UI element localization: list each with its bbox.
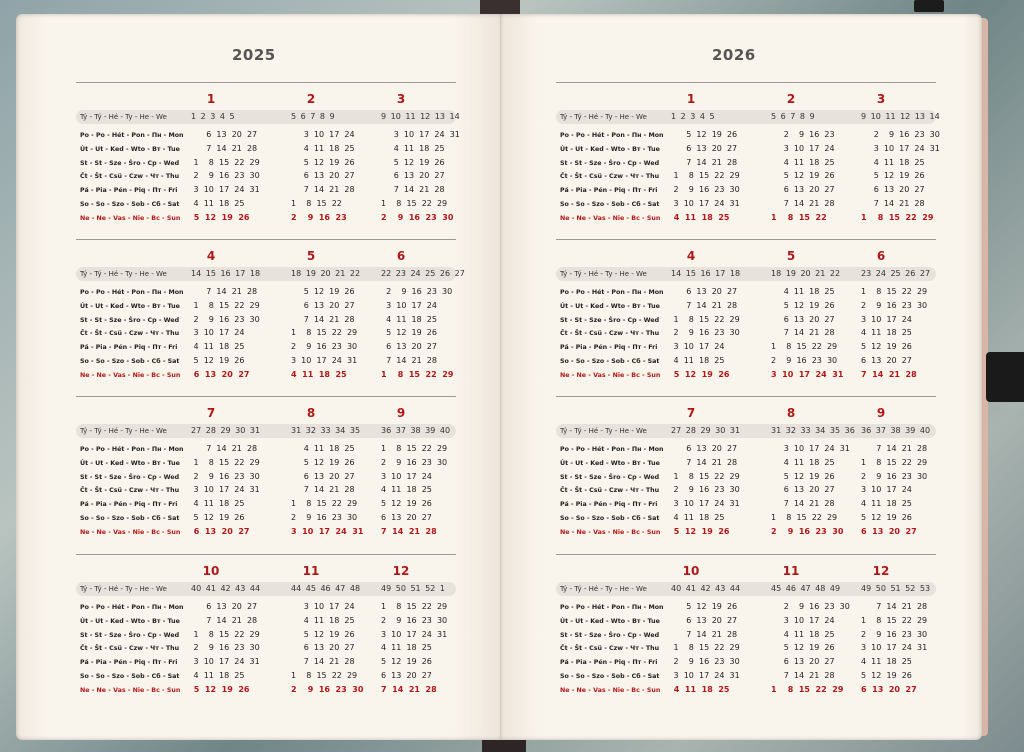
day-row: 3 10 17 24 31 xyxy=(861,643,928,653)
day-row: 6 13 20 27 xyxy=(381,671,432,680)
day-row: 6 13 20 27 xyxy=(291,171,355,181)
day-row: 1 8 15 22 29 xyxy=(291,671,358,680)
day-label: Po - Po - Hét - Pon - Пн - Mon xyxy=(80,446,184,453)
day-row: 6 13 20 27 xyxy=(771,185,835,195)
day-row: 5 12 19 26 xyxy=(191,212,250,222)
week-numbers: 14 15 16 17 18 xyxy=(671,269,741,278)
day-row: 7 14 21 28 xyxy=(861,369,917,379)
day-row: 3 10 17 24 31 xyxy=(771,369,844,379)
day-row: 6 13 20 27 xyxy=(771,657,835,667)
day-row: 4 11 18 25 xyxy=(671,356,725,365)
left-page xyxy=(16,14,502,740)
day-label: Čt - Št - Csü - Czw - Чт - Thu xyxy=(560,487,660,495)
day-row: 5 12 19 26 xyxy=(191,684,250,694)
day-row: 2 9 16 23 30 xyxy=(191,171,260,181)
day-row: 3 10 17 24 31 xyxy=(671,671,740,680)
month-number: 5 xyxy=(786,249,796,263)
day-row: 5 12 19 26 xyxy=(861,671,912,680)
week-numbers: 14 15 16 17 18 xyxy=(191,269,261,278)
day-label: Pá - Pia - Pén - Piq - Пт - Fri xyxy=(560,187,658,195)
week-numbers: 36 37 38 39 40 xyxy=(381,426,451,435)
day-row: 4 11 18 25 xyxy=(861,157,925,167)
day-row: 2 9 16 23 30 xyxy=(291,684,364,694)
day-label: St - St - Sze - Śro - Ср - Wed xyxy=(80,631,180,639)
section-rule xyxy=(556,239,936,240)
day-row: 7 14 21 28 xyxy=(381,185,445,195)
day-row: 7 14 21 28 xyxy=(381,356,437,365)
day-row: 6 13 20 27 xyxy=(291,643,355,653)
day-row: 1 8 15 22 29 xyxy=(291,499,358,509)
day-label: Út - Ut - Ked - Wto - Вт - Tue xyxy=(80,459,180,467)
day-row: 5 12 19 26 xyxy=(291,287,355,296)
day-row: 7 14 21 28 xyxy=(191,444,258,453)
day-row: 3 10 17 24 xyxy=(291,130,355,139)
day-row: 5 12 19 26 xyxy=(381,499,432,509)
month-number: 8 xyxy=(786,406,796,420)
day-row: 5 12 19 26 xyxy=(381,657,432,667)
day-row: 2 9 16 23 30 xyxy=(671,185,740,195)
day-label: St - St - Sze - Śro - Ср - Wed xyxy=(560,631,660,639)
day-row: 2 9 16 23 30 xyxy=(861,471,928,481)
day-label: Pá - Pia - Pén - Piq - Пт - Fri xyxy=(80,187,178,195)
day-row: 2 9 16 23 30 xyxy=(861,629,928,639)
day-row: 2 9 16 23 30 xyxy=(771,526,844,536)
day-row: 6 13 20 27 xyxy=(191,526,250,536)
day-row: 1 8 15 22 29 xyxy=(671,471,740,481)
month-number: 4 xyxy=(206,249,216,263)
day-row: 4 11 18 25 xyxy=(671,513,725,522)
day-row: 4 11 18 25 xyxy=(291,143,355,153)
day-row: 3 10 17 24 xyxy=(861,314,912,324)
week-numbers: 18 19 20 21 22 xyxy=(291,269,361,278)
section-rule xyxy=(76,239,456,240)
day-row: 3 10 17 24 31 xyxy=(291,526,364,536)
day-row: 6 13 20 27 xyxy=(191,369,250,379)
month-number: 10 xyxy=(202,564,220,578)
week-numbers: 18 19 20 21 22 xyxy=(771,269,841,278)
month-number: 5 xyxy=(306,249,316,263)
day-row: 3 10 17 24 31 xyxy=(381,130,460,139)
month-number: 3 xyxy=(396,92,406,106)
section-rule xyxy=(556,554,936,555)
day-row: 1 8 15 22 29 xyxy=(861,457,928,467)
day-label: St - St - Sze - Śro - Ср - Wed xyxy=(560,159,660,167)
day-row: 6 13 20 27 xyxy=(191,602,258,611)
weekday-header: Tý - Tý - Hé - Ty - He - We xyxy=(80,270,167,278)
day-label: St - St - Sze - Śro - Ср - Wed xyxy=(560,316,660,324)
month-number: 9 xyxy=(396,406,406,420)
week-numbers: 22 23 24 25 26 27 xyxy=(381,269,465,278)
day-row: 1 8 15 22 xyxy=(291,199,342,208)
week-numbers: 1 2 3 4 5 xyxy=(191,112,235,121)
day-label: Ne - Ne - Vas - Nie - Вс - Sun xyxy=(80,214,181,222)
day-row: 6 13 20 27 xyxy=(771,485,835,495)
day-label: Čt - Št - Csü - Czw - Чт - Thu xyxy=(560,645,660,653)
month-number: 2 xyxy=(306,92,316,106)
day-label: Ne - Ne - Vas - Nie - Вс - Sun xyxy=(560,686,661,694)
weekday-header: Tý - Tý - Hé - Ty - He - We xyxy=(80,427,167,435)
month-number: 9 xyxy=(876,406,886,420)
day-row: 3 10 17 24 xyxy=(381,471,432,481)
day-label: So - So - Szo - Sob - Сб - Sat xyxy=(80,673,180,680)
day-row: 4 11 18 25 xyxy=(191,199,245,208)
day-row: 2 9 16 23 30 xyxy=(771,602,850,611)
day-row: 5 12 19 26 xyxy=(861,171,925,181)
week-numbers: 27 28 29 30 31 xyxy=(671,426,741,435)
day-row: 1 8 15 22 29 xyxy=(191,457,260,467)
day-row: 4 11 18 25 xyxy=(861,499,912,509)
day-row: 2 9 16 23 30 xyxy=(291,342,358,352)
day-row: 6 13 20 27 xyxy=(671,615,738,625)
day-row: 5 12 19 26 xyxy=(671,130,738,139)
day-row: 2 9 16 23 xyxy=(771,130,835,139)
day-row: 1 8 15 22 xyxy=(771,212,827,222)
day-row: 4 11 18 25 xyxy=(861,657,912,667)
day-row: 3 10 17 24 31 xyxy=(381,629,448,639)
day-row: 2 9 16 23 30 xyxy=(771,356,838,365)
day-row: 7 14 21 28 xyxy=(771,328,835,338)
day-label: St - St - Sze - Śro - Ср - Wed xyxy=(560,473,660,481)
day-label: Pá - Pia - Pén - Piq - Пт - Fri xyxy=(560,501,658,509)
day-label: Pá - Pia - Pén - Piq - Пт - Fri xyxy=(80,659,178,667)
day-row: 7 14 21 28 xyxy=(861,199,925,208)
section-rule xyxy=(76,82,456,83)
day-row: 7 14 21 28 xyxy=(861,602,928,611)
day-row: 3 10 17 24 31 xyxy=(671,199,740,208)
day-row: 2 9 16 23 30 xyxy=(671,328,740,338)
day-row: 7 14 21 28 xyxy=(771,199,835,208)
day-row: 3 10 17 24 31 xyxy=(291,356,358,365)
day-row: 5 12 19 26 xyxy=(671,369,730,379)
day-row: 3 10 17 24 xyxy=(771,143,835,153)
week-numbers: 5 6 7 8 9 xyxy=(771,112,815,121)
day-row: 2 9 16 23 30 xyxy=(861,300,928,310)
day-row: 3 10 17 24 31 xyxy=(861,143,940,153)
day-row: 7 14 21 28 xyxy=(671,300,738,310)
day-row: 3 10 17 24 xyxy=(771,615,835,625)
day-label: Út - Ut - Ked - Wto - Вт - Tue xyxy=(80,302,180,310)
day-label: Pá - Pia - Pén - Piq - Пт - Fri xyxy=(80,344,178,352)
day-row: 1 8 15 22 29 xyxy=(771,342,838,352)
day-row: 7 14 21 28 xyxy=(191,287,258,296)
month-number: 12 xyxy=(392,564,410,578)
day-row: 5 12 19 26 xyxy=(771,300,835,310)
day-label: Pá - Pia - Pén - Piq - Пт - Fri xyxy=(560,344,658,352)
day-row: 5 12 19 26 xyxy=(671,602,738,611)
day-row: 5 12 19 26 xyxy=(191,356,245,365)
day-row: 5 12 19 26 xyxy=(861,342,912,352)
day-label: St - St - Sze - Śro - Ср - Wed xyxy=(80,316,180,324)
day-row: 1 8 15 22 29 xyxy=(671,314,740,324)
day-row: 6 13 20 27 xyxy=(381,513,432,522)
weekday-header: Tý - Tý - Hé - Ty - He - We xyxy=(560,270,647,278)
day-row: 3 10 17 24 31 xyxy=(191,185,260,195)
day-label: So - So - Szo - Sob - Сб - Sat xyxy=(80,358,180,365)
week-numbers: 31 32 33 34 35 36 xyxy=(771,426,855,435)
day-row: 6 13 20 27 xyxy=(671,287,738,296)
year-title: 2026 xyxy=(712,46,756,64)
day-label: Čt - Št - Csü - Czw - Чт - Thu xyxy=(80,645,180,653)
day-row: 5 12 19 26 xyxy=(771,171,835,181)
day-row: 4 11 18 25 xyxy=(291,615,355,625)
week-numbers: 49 50 51 52 53 xyxy=(861,584,931,593)
week-numbers: 27 28 29 30 31 xyxy=(191,426,261,435)
day-row: 2 9 16 23 30 xyxy=(381,615,448,625)
day-label: St - St - Sze - Śro - Ср - Wed xyxy=(80,159,180,167)
day-row: 5 12 19 26 xyxy=(381,328,437,338)
day-row: 7 14 21 28 xyxy=(671,629,738,639)
day-row: 6 13 20 27 xyxy=(671,143,738,153)
weekday-header: Tý - Tý - Hé - Ty - He - We xyxy=(560,585,647,593)
day-label: Po - Po - Hét - Pon - Пн - Mon xyxy=(560,604,664,611)
month-number: 4 xyxy=(686,249,696,263)
day-row: 5 12 19 26 xyxy=(671,526,730,536)
day-label: Čt - Št - Csü - Czw - Чт - Thu xyxy=(560,173,660,181)
day-row: 3 10 17 24 31 xyxy=(191,485,260,495)
month-number: 2 xyxy=(786,92,796,106)
week-numbers: 36 37 38 39 40 xyxy=(861,426,931,435)
day-row: 6 13 20 27 xyxy=(861,356,912,365)
day-row: 4 11 18 25 xyxy=(191,499,245,509)
day-row: 6 13 20 27 xyxy=(671,444,738,453)
month-number: 10 xyxy=(682,564,700,578)
day-label: Čt - Št - Csü - Czw - Чт - Thu xyxy=(80,173,180,181)
day-label: Po - Po - Hét - Pon - Пн - Mon xyxy=(80,604,184,611)
day-row: 2 9 16 23 30 xyxy=(191,314,260,324)
month-number: 11 xyxy=(302,564,320,578)
year-title: 2025 xyxy=(232,46,276,64)
month-number: 8 xyxy=(306,406,316,420)
day-row: 1 8 15 22 29 xyxy=(671,171,740,181)
spine-top xyxy=(480,0,520,14)
elastic-band xyxy=(986,352,1024,402)
day-row: 1 8 15 22 29 xyxy=(291,328,358,338)
day-row: 2 9 16 23 30 xyxy=(381,212,454,222)
day-label: St - St - Sze - Śro - Ср - Wed xyxy=(80,473,180,481)
day-row: 5 12 19 26 xyxy=(291,629,355,639)
day-row: 3 10 17 24 31 xyxy=(771,444,850,453)
week-numbers: 31 32 33 34 35 xyxy=(291,426,361,435)
day-row: 7 14 21 28 xyxy=(771,499,835,509)
weekday-header: Tý - Tý - Hé - Ty - He - We xyxy=(80,113,167,121)
day-row: 5 12 19 26 xyxy=(771,643,835,653)
day-label: Ne - Ne - Vas - Nie - Вс - Sun xyxy=(80,528,181,536)
day-row: 7 14 21 28 xyxy=(671,457,738,467)
day-row: 4 11 18 25 xyxy=(381,485,432,495)
day-row: 4 11 18 25 xyxy=(771,629,835,639)
day-row: 5 12 19 26 xyxy=(291,457,355,467)
day-row: 1 8 15 22 29 xyxy=(381,199,448,208)
day-row: 4 11 18 25 xyxy=(291,369,347,379)
day-row: 6 13 20 27 xyxy=(861,684,917,694)
day-label: So - So - Szo - Sob - Сб - Sat xyxy=(560,673,660,680)
weekday-header: Tý - Tý - Hé - Ty - He - We xyxy=(80,585,167,593)
day-row: 4 11 18 25 xyxy=(191,342,245,352)
day-row: 7 14 21 28 xyxy=(291,657,355,667)
day-row: 1 8 15 22 29 xyxy=(191,300,260,310)
month-number: 12 xyxy=(872,564,890,578)
day-label: So - So - Szo - Sob - Сб - Sat xyxy=(80,201,180,208)
day-row: 4 11 18 25 xyxy=(191,671,245,680)
day-label: Po - Po - Hét - Pon - Пн - Mon xyxy=(80,289,184,296)
week-numbers: 9 10 11 12 13 14 xyxy=(381,112,460,121)
day-label: Po - Po - Hét - Pon - Пн - Mon xyxy=(560,289,664,296)
day-row: 5 12 19 26 xyxy=(771,471,835,481)
day-row: 4 11 18 25 xyxy=(671,212,730,222)
day-row: 2 9 16 23 30 xyxy=(191,471,260,481)
day-row: 4 11 18 25 xyxy=(291,444,355,453)
month-number: 11 xyxy=(782,564,800,578)
day-row: 4 11 18 25 xyxy=(771,287,835,296)
day-row: 4 11 18 25 xyxy=(381,314,437,324)
day-label: Út - Ut - Ked - Wto - Вт - Tue xyxy=(560,145,660,153)
week-numbers: 45 46 47 48 49 xyxy=(771,584,841,593)
month-number: 6 xyxy=(396,249,406,263)
day-row: 1 8 15 22 29 xyxy=(191,157,260,167)
day-label: Čt - Št - Csü - Czw - Чт - Thu xyxy=(560,330,660,338)
spine-bottom xyxy=(482,740,526,752)
day-row: 2 9 16 23 30 xyxy=(671,485,740,495)
bookmark-ribbon xyxy=(914,0,944,12)
day-row: 1 8 15 22 29 xyxy=(771,684,844,694)
day-row: 3 10 17 24 xyxy=(191,328,245,338)
day-row: 5 12 19 26 xyxy=(291,157,355,167)
day-row: 6 13 20 27 xyxy=(191,130,258,139)
week-numbers: 23 24 25 26 27 xyxy=(861,269,931,278)
day-label: Čt - Št - Csü - Czw - Чт - Thu xyxy=(80,330,180,338)
day-label: Čt - Št - Csü - Czw - Чт - Thu xyxy=(80,487,180,495)
day-label: Ne - Ne - Vas - Nie - Вс - Sun xyxy=(80,371,181,379)
day-label: Ne - Ne - Vas - Nie - Вс - Sun xyxy=(560,528,661,536)
week-numbers: 40 41 42 43 44 xyxy=(191,584,261,593)
day-label: Ne - Ne - Vas - Nie - Вс - Sun xyxy=(560,371,661,379)
day-row: 4 11 18 25 xyxy=(381,143,445,153)
day-row: 7 14 21 28 xyxy=(291,314,355,324)
day-row: 6 13 20 27 xyxy=(291,471,355,481)
day-row: 7 14 21 28 xyxy=(771,671,835,680)
weekday-header: Tý - Tý - Hé - Ty - He - We xyxy=(560,113,647,121)
day-label: Út - Ut - Ked - Wto - Вт - Tue xyxy=(80,145,180,153)
day-row: 2 9 16 23 30 xyxy=(191,643,260,653)
month-number: 3 xyxy=(876,92,886,106)
day-row: 7 14 21 28 xyxy=(671,157,738,167)
day-row: 4 11 18 25 xyxy=(771,457,835,467)
day-row: 2 9 16 23 30 xyxy=(671,657,740,667)
month-number: 7 xyxy=(686,406,696,420)
day-label: Pá - Pia - Pén - Piq - Пт - Fri xyxy=(80,501,178,509)
day-row: 1 8 15 22 29 xyxy=(191,629,260,639)
day-label: Po - Po - Hét - Pon - Пн - Mon xyxy=(560,132,664,139)
day-label: Po - Po - Hét - Pon - Пн - Mon xyxy=(80,132,184,139)
day-row: 1 8 15 22 29 xyxy=(381,369,454,379)
day-row: 1 8 15 22 29 xyxy=(861,287,928,296)
section-rule xyxy=(76,396,456,397)
week-numbers: 1 2 3 4 5 xyxy=(671,112,715,121)
day-label: Pá - Pia - Pén - Piq - Пт - Fri xyxy=(560,659,658,667)
month-number: 1 xyxy=(206,92,216,106)
week-numbers: 5 6 7 8 9 xyxy=(291,112,335,121)
day-label: Ne - Ne - Vas - Nie - Вс - Sun xyxy=(560,214,661,222)
day-row: 2 9 16 23 30 xyxy=(381,457,448,467)
day-row: 6 13 20 27 xyxy=(771,314,835,324)
day-row: 3 10 17 24 xyxy=(671,342,725,352)
day-row: 1 8 15 22 29 xyxy=(381,602,448,611)
day-label: So - So - Szo - Sob - Сб - Sat xyxy=(80,515,180,522)
day-row: 7 14 21 28 xyxy=(291,185,355,195)
month-number: 6 xyxy=(876,249,886,263)
day-row: 3 10 17 24 xyxy=(291,602,355,611)
day-row: 4 11 18 25 xyxy=(771,157,835,167)
section-rule xyxy=(76,554,456,555)
day-row: 6 13 20 27 xyxy=(861,185,925,195)
day-row: 6 13 20 27 xyxy=(861,526,917,536)
week-numbers: 44 45 46 47 48 xyxy=(291,584,361,593)
day-row: 4 11 18 25 xyxy=(671,684,730,694)
day-row: 7 14 21 28 xyxy=(191,615,258,625)
day-row: 1 8 15 22 29 xyxy=(861,615,928,625)
day-row: 4 11 18 25 xyxy=(861,328,912,338)
week-numbers: 40 41 42 43 44 xyxy=(671,584,741,593)
section-rule xyxy=(556,82,936,83)
day-label: Út - Ut - Ked - Wto - Вт - Tue xyxy=(80,617,180,625)
day-row: 4 11 18 25 xyxy=(381,643,432,653)
day-row: 2 9 16 23 30 xyxy=(291,513,358,522)
day-row: 1 8 15 22 29 xyxy=(861,212,934,222)
day-row: 7 14 21 28 xyxy=(291,485,355,495)
day-row: 2 9 16 23 30 xyxy=(861,130,940,139)
week-numbers: 9 10 11 12 13 14 xyxy=(861,112,940,121)
day-label: Po - Po - Hét - Pon - Пн - Mon xyxy=(560,446,664,453)
day-row: 3 10 17 24 31 xyxy=(191,657,260,667)
day-row: 2 9 16 23 30 xyxy=(381,287,453,296)
day-row: 3 10 17 24 31 xyxy=(671,499,740,509)
right-page xyxy=(500,14,982,740)
day-label: Út - Ut - Ked - Wto - Вт - Tue xyxy=(560,459,660,467)
day-label: Ne - Ne - Vas - Nie - Вс - Sun xyxy=(80,686,181,694)
day-row: 6 13 20 27 xyxy=(291,300,355,310)
day-row: 5 12 19 26 xyxy=(191,513,245,522)
section-rule xyxy=(556,396,936,397)
month-number: 1 xyxy=(686,92,696,106)
weekday-header: Tý - Tý - Hé - Ty - He - We xyxy=(560,427,647,435)
week-numbers: 49 50 51 52 1 xyxy=(381,584,445,593)
month-number: 7 xyxy=(206,406,216,420)
day-row: 5 12 19 26 xyxy=(861,513,912,522)
day-row: 1 8 15 22 29 xyxy=(671,643,740,653)
day-label: So - So - Szo - Sob - Сб - Sat xyxy=(560,201,660,208)
day-row: 1 8 15 22 29 xyxy=(771,513,838,522)
day-row: 5 12 19 26 xyxy=(381,157,445,167)
day-row: 6 13 20 27 xyxy=(381,171,445,181)
day-label: So - So - Szo - Sob - Сб - Sat xyxy=(560,515,660,522)
day-row: 7 14 21 28 xyxy=(381,526,437,536)
day-row: 7 14 21 28 xyxy=(381,684,437,694)
day-row: 3 10 17 24 xyxy=(861,485,912,495)
day-label: Út - Ut - Ked - Wto - Вт - Tue xyxy=(560,302,660,310)
day-label: Út - Ut - Ked - Wto - Вт - Tue xyxy=(560,617,660,625)
day-row: 2 9 16 23 xyxy=(291,212,347,222)
day-row: 1 8 15 22 29 xyxy=(381,444,448,453)
day-row: 6 13 20 27 xyxy=(381,342,437,352)
day-row: 7 14 21 28 xyxy=(191,143,258,153)
day-label: So - So - Szo - Sob - Сб - Sat xyxy=(560,358,660,365)
day-row: 7 14 21 28 xyxy=(861,444,928,453)
day-row: 3 10 17 24 xyxy=(381,300,437,310)
